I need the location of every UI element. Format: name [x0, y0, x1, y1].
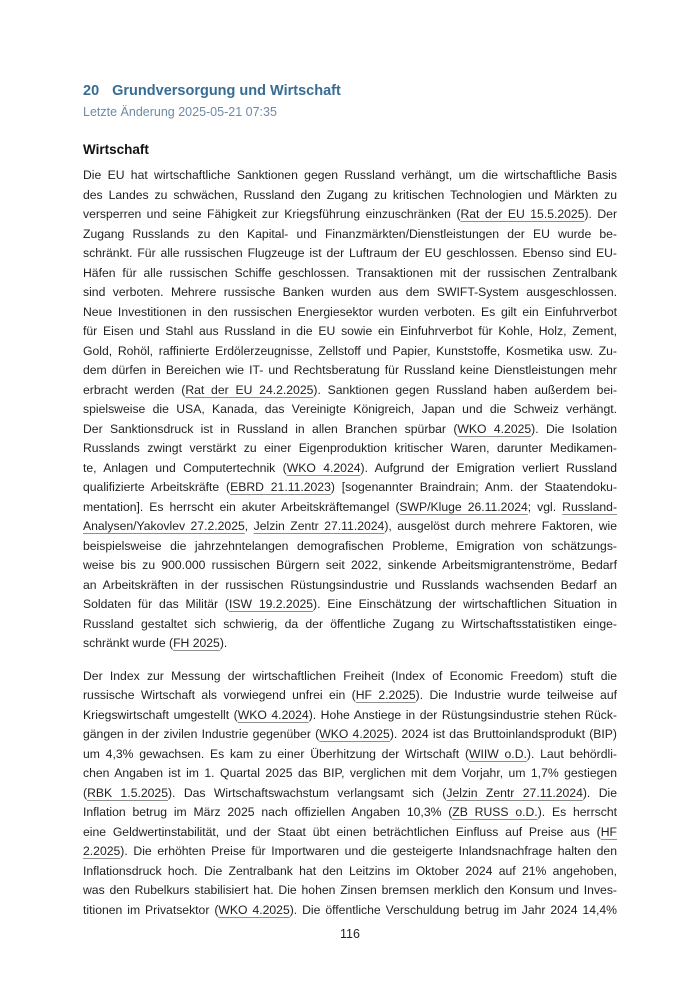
text-line	[83, 823, 617, 843]
text-line	[83, 745, 617, 765]
text-segment: gängen in der zivilen Industrie gegenüber (	[83, 727, 320, 741]
body-text	[83, 166, 617, 920]
source-reference-link[interactable]: WKO 4.2025	[218, 902, 290, 917]
text-line	[83, 901, 617, 921]
text-segment: ). Aufgrund der Emigration verliert Russland	[360, 460, 617, 475]
text-line	[83, 498, 617, 518]
text-segment: ). Die	[582, 785, 618, 800]
text-line	[83, 842, 617, 862]
source-reference-link[interactable]: WIIW o.D.	[469, 746, 527, 761]
text-segment: Inflationsdruck hoch. Die Zentralbank hat den Leitzins im Oktober 2024 auf 21% angehoben,	[83, 863, 617, 878]
text-segment: eine Geldwertinstabilität, und der Staat übt einen beträchtlichen Einfluss auf Preise aus (	[83, 824, 601, 839]
page-number: 116	[340, 927, 360, 941]
text-segment: sind verboten. Mehrere russische Banken wurden aus dem SWIFT-System ausgeschlossen.	[83, 285, 617, 299]
text-line	[83, 186, 617, 206]
source-reference-link[interactable]: RBK 1.5.2025	[87, 785, 168, 800]
section-heading: Wirtschaft	[83, 142, 149, 157]
page-footer	[0, 927, 700, 941]
source-reference-link[interactable]: Rat der EU 24.2.2025	[185, 382, 314, 397]
text-segment: Russlands zwingt verstärkt zu einer Eigenproduktion kritischer Waren, darunter Medikamen-	[83, 441, 617, 455]
text-segment: mentation]. Es herrscht ein akuter Arbeitskräftemangel (	[83, 499, 400, 514]
text-line	[83, 244, 617, 264]
text-segment: ). Die Industrie wurde teilweise auf	[415, 688, 617, 702]
text-segment: Kriegswirtschaft umgestellt (	[83, 707, 238, 722]
source-reference-link[interactable]: ISW 19.2.2025	[228, 597, 314, 611]
text-line	[83, 576, 617, 596]
text-segment: qualifizierte Arbeitskräfte (	[83, 480, 231, 494]
source-reference-link[interactable]: WKO 4.2025	[319, 727, 390, 741]
text-segment: russische Wirtschaft als vorwiegend unfrei ein (	[83, 688, 356, 702]
text-line	[83, 615, 617, 635]
text-line	[83, 264, 617, 284]
text-line	[83, 439, 617, 459]
text-line	[83, 459, 617, 479]
source-reference-link[interactable]: EBRD 21.11.2023	[230, 480, 331, 494]
text-segment: spielsweise die USA, Kanada, das Vereinigte Königreich, Japan und die Schweiz verhängt.	[83, 402, 617, 416]
text-segment: was den Rubelkurs stabilisiert hat. Die hohen Zinsen bremsen merklich den Konsum und Inves-	[83, 883, 617, 897]
text-line	[83, 478, 617, 498]
text-segment: Der Sanktionsdruck ist in Russland in allen Branchen spürbar (	[83, 421, 458, 436]
text-line	[83, 634, 617, 654]
source-reference-link[interactable]: Jelzin Zentr 27.11.2024	[253, 519, 385, 533]
text-segment: ), ausgelöst durch mehrere Faktoren, wie	[384, 519, 617, 533]
text-line	[83, 205, 617, 225]
text-line	[83, 784, 617, 804]
text-segment: ). Das Wirtschaftswachstum verlangsamt sich (	[167, 785, 447, 800]
text-line	[83, 686, 617, 706]
text-segment: beispielsweise die jahrzehntelangen demografischen Probleme, Emigration von schätzungs-	[83, 538, 617, 553]
text-line	[83, 862, 617, 882]
text-line	[83, 303, 617, 323]
text-segment: ).	[219, 636, 228, 650]
chapter-number: 20	[83, 83, 100, 99]
source-reference-link[interactable]: HF 2.2025	[355, 688, 416, 702]
text-segment: Soldaten für das Militär (	[83, 597, 229, 611]
source-reference-link[interactable]: Jelzin Zentr 27.11.2024	[446, 785, 583, 800]
text-segment: schränkt wurde (	[83, 636, 174, 650]
source-reference-link[interactable]: Analysen/Yakovlev 27.2.2025	[83, 519, 245, 533]
chapter-heading	[83, 82, 617, 100]
text-segment: ). Laut behördli-	[526, 746, 617, 761]
chapter-title: Grundversorgung und Wirtschaft	[112, 83, 341, 99]
text-segment: (	[83, 785, 88, 800]
source-reference-link[interactable]: WKO 4.2024	[286, 460, 361, 475]
text-line	[83, 764, 617, 784]
text-segment: chen Angaben ist im 1. Quartal 2025 das BIP, verglichen mit dem Vorjahr, um 1,7% gestiegen	[83, 766, 617, 780]
text-line	[83, 881, 617, 901]
text-line	[83, 420, 617, 440]
source-reference-link[interactable]: Russland-	[562, 499, 618, 514]
text-segment: an Arbeitskräften in der russischen Rüstungsindustrie und Russlands wachsenden Bedarf an	[83, 577, 617, 592]
text-segment: erbracht werden (	[83, 382, 186, 397]
source-reference-link[interactable]: FH 2025	[173, 636, 220, 650]
text-line	[83, 166, 617, 186]
text-segment: dem dürfen in Bereichen wie IT- und Rechtsberatung für Russland keine Dienstleistungen mehr	[83, 363, 617, 377]
text-segment: Neue Investitionen in den russischen Energiesektor wurden verboten. Es gilt ein Einfuhrverbot	[83, 304, 617, 319]
text-segment: Inflation betrug im März 2025 nach offiziellen Angaben 10,3% (	[83, 805, 453, 819]
text-line	[83, 595, 617, 615]
text-line	[83, 400, 617, 420]
text-segment: ). Die öffentliche Verschuldung betrug im Jahr 2024 14,4%	[289, 902, 618, 917]
text-line	[83, 225, 617, 245]
text-segment: für Eisen und Stahl aus Russland in die EU sowie ein Einfuhrverbot für Kohle, Holz, Zement,	[83, 324, 617, 338]
text-segment: ). Eine Einschätzung der wirtschaftlichen Situation in	[313, 597, 618, 611]
source-reference-link[interactable]: SWP/Kluge 26.11.2024	[399, 499, 528, 514]
text-segment: Die EU hat wirtschaftliche Sanktionen gegen Russland verhängt, um die wirtschaftliche Basis	[83, 168, 617, 182]
text-segment: ). Die erhöhten Preise für Importwaren und die gesteigerte Inlandsnachfrage halten den	[120, 844, 617, 858]
text-segment: ,	[244, 519, 254, 533]
source-reference-link[interactable]: Rat der EU 15.5.2025	[460, 207, 585, 221]
text-line	[83, 556, 617, 576]
text-line	[83, 342, 617, 362]
paragraph	[83, 166, 617, 654]
source-reference-link[interactable]: HF	[600, 824, 617, 839]
source-reference-link[interactable]: WKO 4.2024	[237, 707, 309, 722]
text-line	[83, 725, 617, 745]
source-reference-link[interactable]: WKO 4.2025	[457, 421, 532, 436]
text-line	[83, 667, 617, 687]
text-segment: Russland gestaltet sich schwierig, da der öffentliche Zugang zu Wirtschaftsstatistiken einge-	[83, 616, 617, 631]
text-line	[83, 283, 617, 303]
text-segment: titionen im Privatsektor (	[83, 902, 219, 917]
text-segment: ). Der	[584, 207, 617, 221]
text-segment: um 4,3% gewachsen. Es kam zu einer Überhitzung der Wirtschaft (	[83, 746, 469, 761]
paragraph	[83, 667, 617, 921]
text-segment: ). 2024 ist das Bruttoinlandsprodukt (BIP)	[389, 727, 617, 741]
source-reference-link[interactable]: ZB RUSS o.D.	[452, 805, 538, 819]
text-segment: ). Hohe Anstiege in der Rüstungsindustrie stehen Rück-	[308, 707, 617, 722]
text-segment: ) [sogenannter Braindrain; Anm. der Staatendoku-	[330, 480, 618, 494]
text-segment: ; vgl.	[527, 499, 563, 514]
text-segment: te, Anlagen und Computertechnik (	[83, 460, 287, 475]
text-segment: Der Index zur Messung der wirtschaftlichen Freiheit (Index of Economic Freedom) stuft die	[83, 668, 617, 683]
source-reference-link[interactable]: 2.2025	[83, 844, 121, 858]
text-segment: ). Es herrscht	[537, 805, 618, 819]
text-segment: weise bis zu 900.000 russischen Bürgern seit 2022, sinkende Arbeitsmigrantenströme, Bedarf	[83, 558, 617, 572]
text-line	[83, 361, 617, 381]
text-segment: versperren und seine Fähigkeit zur Kriegsführung einzuschränken (	[83, 207, 461, 221]
text-segment: ). Sanktionen gegen Russland haben außerdem bei-	[313, 382, 617, 397]
text-segment: Häfen für alle russischen Schiffe geschlossen. Transaktionen mit der russischen Zentralbank	[83, 265, 617, 280]
text-segment: Zugang Russlands zu den Kapital- und Finanzmärkten/Dienstleistungen der EU wurde be-	[83, 226, 617, 241]
text-segment: schränkt. Für alle russischen Flugzeuge ist der Luftraum der EU geschlossen. Ebenso sind EU-	[83, 246, 617, 260]
text-line	[83, 803, 617, 823]
text-line	[83, 537, 617, 557]
text-segment: Gold, Rohöl, raffinierte Erdölerzeugnisse, Zellstoff und Papier, Kunststoffe, Kosmetika usw. Zu-	[83, 343, 617, 358]
text-segment: ). Die Isolation	[531, 421, 617, 436]
text-line	[83, 517, 617, 537]
last-modified-timestamp: Letzte Änderung 2025-05-21 07:35	[83, 105, 277, 119]
text-segment: des Landes zu schwächen, Russland den Zugang zu kritischen Technologien und Märkten zu	[83, 187, 617, 202]
text-line	[83, 322, 617, 342]
text-line	[83, 706, 617, 726]
text-line	[83, 381, 617, 401]
